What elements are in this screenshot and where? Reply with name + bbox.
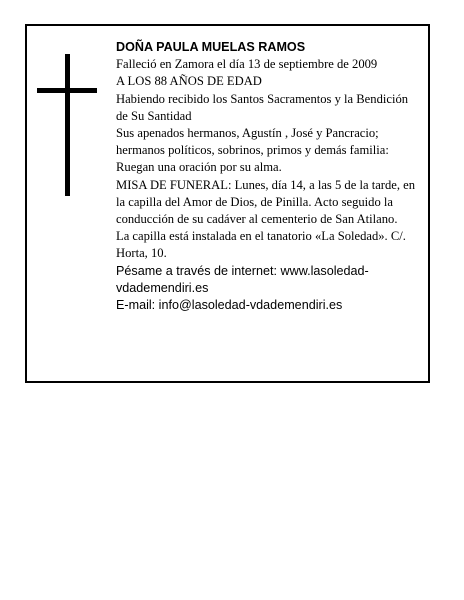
email-link[interactable]: E-mail: info@lasoledad-vdademendiri.es — [116, 298, 343, 313]
funeral-mass-line: MISA DE FUNERAL: Lunes, día 14, a las 5 de la tarde, en la capilla del Amor de Dios, de Pinilla. Acto seguido la conducción de su cadáver al cementerio de San Atilano. — [116, 177, 416, 227]
obituary-notice — [25, 24, 430, 383]
notice-text — [116, 39, 418, 314]
chapel-line: La capilla está instalada en el tanatorio «La Soledad». C/. Horta, 10. — [116, 229, 406, 261]
death-date-line: Falleció en Zamora el día 13 de septiembre de 2009 — [116, 57, 378, 72]
age-line: A LOS 88 AÑOS DE EDAD — [116, 74, 262, 89]
cross-vertical-bar — [65, 54, 70, 196]
family-line: Sus apenados hermanos, Agustín , José y Pancracio; hermanos políticos, sobrinos, primos y demás familia: — [116, 126, 389, 158]
condolences-link[interactable]: Pésame a través de internet: www.lasoledad-vdademendiri.es — [116, 263, 369, 295]
sacraments-line: Habiendo recibido los Santos Sacramentos y la Bendición de Su Santidad — [116, 91, 409, 123]
cross-horizontal-bar — [37, 88, 97, 93]
latin-cross-icon — [37, 54, 97, 196]
prayer-line: Ruegan una oración por su alma. — [116, 160, 282, 175]
deceased-name: DOÑA PAULA MUELAS RAMOS — [116, 40, 306, 54]
